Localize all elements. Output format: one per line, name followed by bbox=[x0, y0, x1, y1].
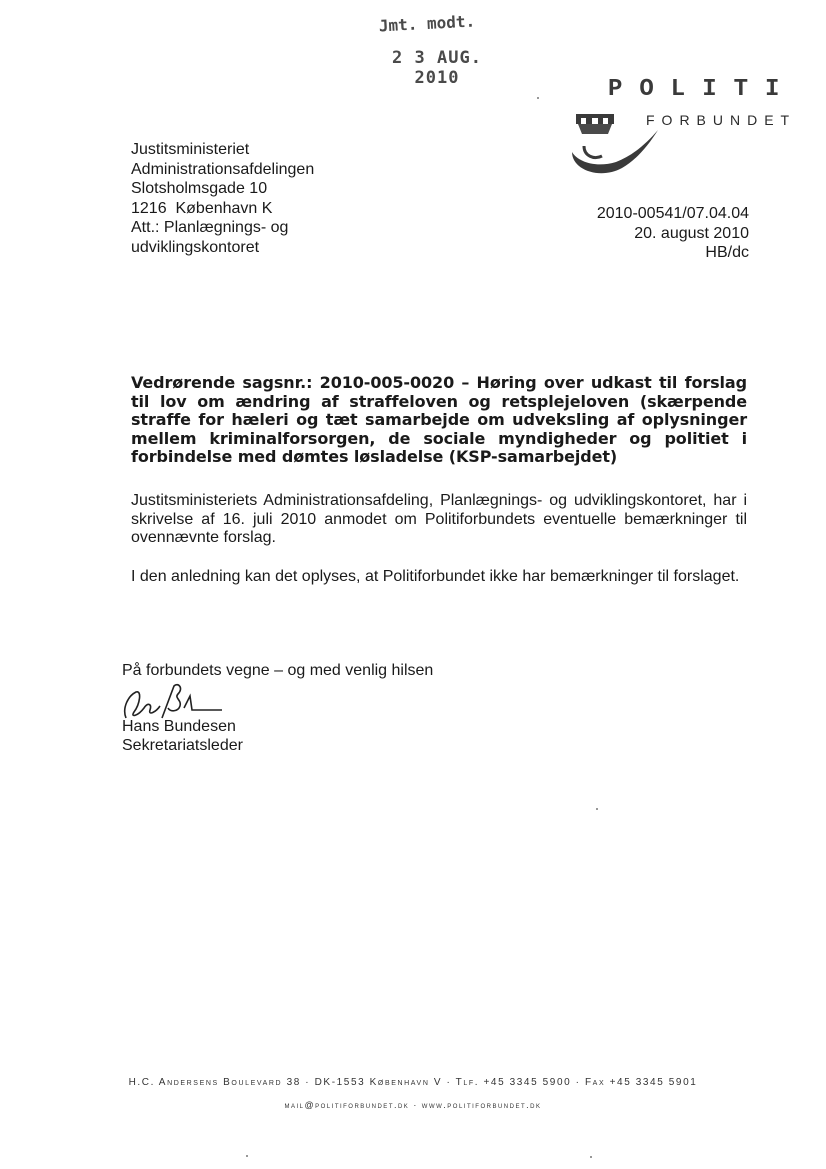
address-line: Justitsministeriet bbox=[131, 141, 250, 158]
police-union-emblem-icon bbox=[562, 110, 662, 190]
logo-politi: POLITI bbox=[608, 76, 797, 103]
address-line: udviklingskontoret bbox=[131, 238, 260, 256]
reference-block bbox=[597, 204, 749, 263]
scan-speck bbox=[590, 1156, 592, 1158]
letter-date: 20. august 2010 bbox=[634, 224, 749, 242]
received-stamp-date: 2 3 AUG. 2010 bbox=[392, 48, 482, 88]
address-line: Slotsholmsgade 10 bbox=[131, 180, 268, 197]
footer-address: H.C. Andersens Boulevard 38 · DK-1553 København V · Tlf. +45 3345 5900 · Fax +45 3345 5901 bbox=[128, 1077, 698, 1088]
footer-contact: mail@politiforbundet.dk · www.politiforbundet.dk bbox=[284, 1100, 542, 1110]
signer-title: Sekretariatsleder bbox=[122, 737, 243, 754]
scan-speck bbox=[596, 808, 598, 810]
scan-speck bbox=[246, 1155, 248, 1157]
address-line: 1216 København K bbox=[131, 199, 273, 217]
scan-speck bbox=[537, 97, 539, 99]
recipient-address bbox=[131, 140, 391, 257]
case-number: 2010-00541/07.04.04 bbox=[596, 205, 749, 222]
address-line: Att.: Planlægnings- og bbox=[131, 219, 289, 236]
logo-forbundet: FORBUNDET bbox=[646, 112, 797, 128]
closing-line: På forbundets vegne – og med venlig hilsen bbox=[122, 662, 434, 679]
body-paragraph: I den anledning kan det oplyses, at Politiforbundet ikke har bemærkninger til forslaget. bbox=[131, 568, 740, 585]
body-paragraph: Justitsministeriets Administrationsafdeling, Planlægnings- og udviklingskontoret, har i skrivelse af 16. juli 2010 anmodet om Politiforbundets eventuelle bemærkninger til ovennævnte forslag. bbox=[131, 492, 747, 546]
signer-name: Hans Bundesen bbox=[122, 718, 236, 735]
subject-heading: Vedrørende sagsnr.: 2010-005-0020 – Høring over udkast til forslag til lov om ændring af straffeloven og retsplejeloven (skærpende straffe for hæleri og tæt samarbejde om udveksling af oplysninger mellem kriminalforsorgen, de sociale myndigheder og politiet i forbindelse med dømtes løsladelse (KSP-samarbejdet) bbox=[131, 373, 747, 466]
address-line: Administrationsafdelingen bbox=[131, 160, 315, 178]
received-stamp-label: Jmt. modt. bbox=[378, 11, 476, 36]
initials: HB/dc bbox=[705, 244, 749, 261]
